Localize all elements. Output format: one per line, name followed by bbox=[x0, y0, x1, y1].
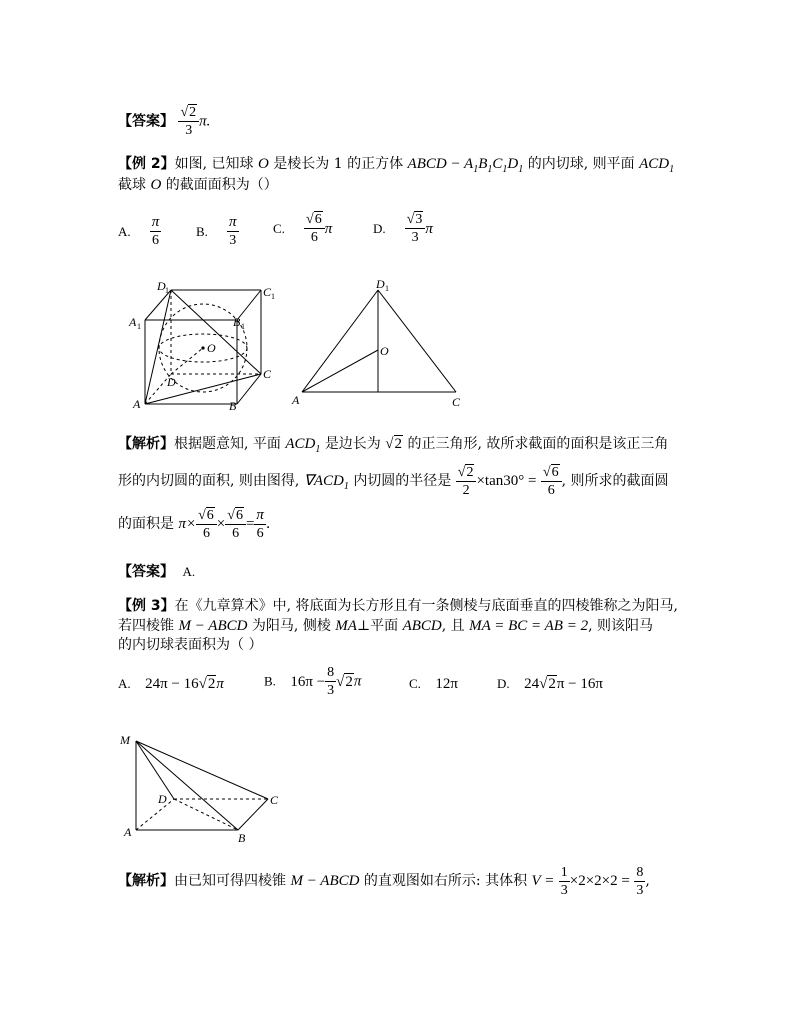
pyramid-label-a: A bbox=[124, 825, 132, 839]
answer-line-1: 【答案】 $\frac{√2}{3}$ π. bbox=[118, 105, 211, 138]
pyramid-label-d: D bbox=[158, 792, 167, 806]
cube-label-d: D bbox=[167, 375, 176, 389]
cube-label-a1: A bbox=[129, 315, 137, 329]
example2-line2: 截球 O 的截面面积为（） bbox=[118, 177, 278, 193]
cube-figure bbox=[125, 278, 285, 410]
pyramid-label-b: B bbox=[238, 831, 246, 845]
answer-label: 【答案】 bbox=[118, 113, 174, 130]
solution2-line3: 的面积是 π× $\frac{√6}{6}$ × $\frac{√6}{6}$ = $\frac{\pi}{6}$ . bbox=[118, 506, 271, 541]
cube-label-c1: C bbox=[263, 285, 272, 299]
triangle-label-c: C bbox=[452, 395, 461, 409]
example3-option-a: A. 24π − 16√2π bbox=[118, 676, 224, 692]
solution2-line2: 形的内切圆的面积, 则由图得, $\nabla ACD_1$ 内切圆的半径是 $\frac{√2}{2}$ ×tan30° = $\frac{√6}{6}$ , 则所求的截面圆 bbox=[118, 464, 669, 498]
svg-text:1: 1 bbox=[271, 292, 275, 301]
cube-label-a: A bbox=[133, 397, 141, 410]
example3-option-c: C. 12π bbox=[409, 676, 458, 692]
solution3-line1: 【解析】由已知可得四棱锥 M − ABCD 的直观图如右所示: 其体积 V = $\frac{1}{3}$ ×2×2×2 = $\frac{8}{3}$ , bbox=[118, 864, 650, 898]
cube-label-o: O bbox=[207, 341, 216, 355]
solution3-tag: 【解析】 bbox=[118, 873, 174, 889]
answer2-label: 【答案】 bbox=[118, 564, 174, 580]
triangle-label-d1: D bbox=[376, 277, 385, 291]
pyramid-figure bbox=[118, 728, 288, 846]
svg-text:1: 1 bbox=[137, 322, 141, 331]
example2-option-b: B. $\frac{\pi}{3}$ bbox=[196, 214, 237, 248]
svg-text:1: 1 bbox=[241, 322, 245, 331]
answer-line-2: 【答案】 A. bbox=[118, 564, 196, 580]
triangle-figure bbox=[290, 276, 470, 410]
example3-line3: 的内切球表面积为（ ） bbox=[118, 637, 263, 653]
example3-line1: 【例 3】在《九章算术》中, 将底面为长方形且有一条侧棱与底面垂直的四棱锥称之为阳马, bbox=[118, 598, 678, 614]
solution2-tag: 【解析】 bbox=[118, 436, 174, 452]
example2-tag: 【例 2】 bbox=[118, 156, 175, 172]
example3-line2: 若四棱锥 M − ABCD 为阳马, 侧棱 MA⊥平面 ABCD, 且 MA = BC = AB = 2, 则该阳马 bbox=[118, 618, 653, 634]
answer-fraction: $\frac{√2}{3}$ bbox=[178, 104, 199, 139]
svg-text:1: 1 bbox=[385, 284, 389, 293]
solution2-line1: 【解析】根据题意知, 平面 $ACD_1$ 是边长为 √2 的正三角形, 故所求截面的面积是该正三角 bbox=[118, 436, 669, 455]
pyramid-label-c: C bbox=[270, 793, 279, 807]
example3-option-b: B. 16π − $\frac{8}{3}$ √2π bbox=[264, 665, 362, 698]
example2-option-d: D. $\frac{√3}{3}$ π bbox=[373, 212, 433, 245]
example3-tag: 【例 3】 bbox=[118, 598, 175, 614]
cube-label-b1: B bbox=[233, 315, 241, 329]
cube-label-c: C bbox=[263, 367, 272, 381]
example3-option-d: D. 24√2π − 16π bbox=[497, 676, 603, 692]
example2-line1: 【例 2】如图, 已知球 O 是棱长为 1 的正方体 ABCD − $A_1B_1C_1D_1$ 的内切球, 则平面 $ACD_1$ bbox=[118, 156, 675, 175]
triangle-label-o: O bbox=[380, 344, 389, 358]
cube-label-b: B bbox=[229, 399, 237, 410]
example2-option-a: A. $\frac{\pi}{6}$ bbox=[118, 214, 160, 248]
cube-label-d1: D bbox=[157, 279, 166, 293]
triangle-label-a: A bbox=[292, 393, 300, 407]
pyramid-label-m: M bbox=[120, 733, 130, 747]
example2-option-c: C. $\frac{√6}{6}$ π bbox=[273, 212, 333, 245]
svg-text:1: 1 bbox=[165, 286, 169, 295]
